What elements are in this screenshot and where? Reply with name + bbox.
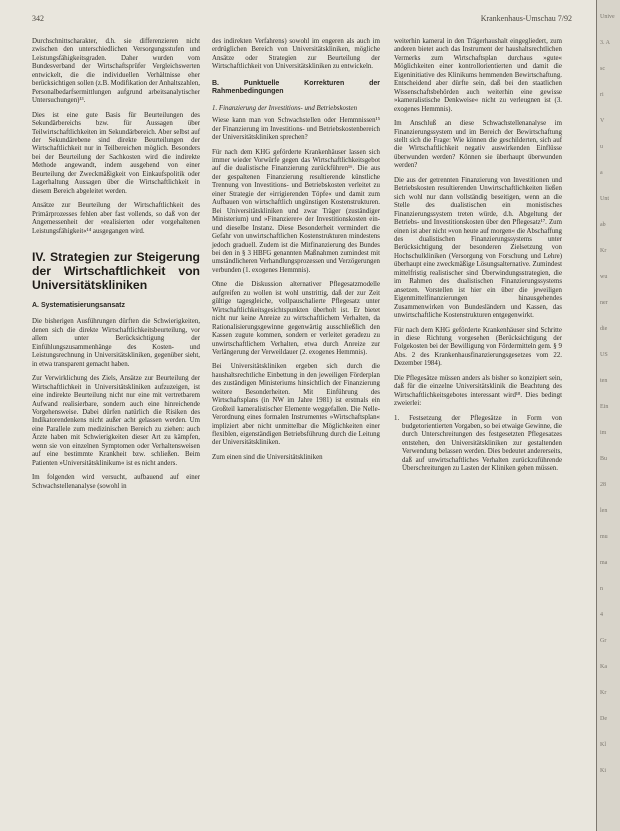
edge-fragment: u: [600, 144, 603, 150]
edge-fragment: ri: [600, 92, 604, 98]
edge-fragment: ten: [600, 378, 608, 384]
paragraph: Für nach dem KHG geförderte Krankenhäuser sind Schritte in diese Richtung vorgesehen (Berücksichtigung der Folgekosten bei der Bewilligung von Fördermitteln gem. § 9 Abs. 2 des Krankenhausfinanzierungsgesetzes vom 22. Dezember 1984).: [394, 326, 562, 368]
section-heading: IV. Strategien zur Steigerung der Wirtschaftlichkeit von Universitätskliniken: [32, 249, 200, 292]
edge-fragment: Ka: [600, 664, 607, 670]
paragraph: des indirekten Verfahrens) sowohl im engeren als auch im erdrüglichen Bereich von Universitätskliniken, mögliche Ansätze oder Strategien zur Beurteilung der Wirtschaftlichkeit von Universitätskliniken zu entwickeln.: [212, 38, 380, 71]
subsection-heading: B. Punktuelle Korrekturen der Rahmenbedingungen: [212, 79, 380, 96]
edge-fragment: mu: [600, 534, 608, 540]
paragraph: Die bisherigen Ausführungen dürften die Schwierigkeiten, denen sich die direkte Wirtschaftlichkeitsbeurteilung, vor allem unter Berücksichtigung der Einfühlungszusammenhänge des Kosten- und Leistungsrechnung in Universitätskliniken, gegenüber sieht, in etwa transparent gemacht haben.: [32, 318, 200, 368]
edge-fragment: Gr: [600, 638, 607, 644]
edge-fragment: Unive: [600, 14, 615, 20]
edge-fragment: Kr: [600, 248, 607, 254]
paragraph: Durchschnittscharakter, d.h. sie differenzieren nicht zwischen den unterschiedlichen Versorgungsstufen und Leistungsfähigkeitsgraden. Daher wurden vom Bundesverband der Wirtschaftsprüfer Vergleichswerten entwickelt, die die individuellen Verhältnisse eher berücksichtigen sollen (z.B. Modifikation der Anhaltszahlen, Personalbedarfsermittlungen aufgrund arbeitsanalytischer Untersuchungen)¹³.: [32, 38, 201, 105]
paragraph: Im folgenden wird versucht, aufbauend auf einer Schwachstellenanalyse (sowohl in: [32, 474, 200, 490]
edge-fragment: ma: [600, 560, 608, 566]
edge-fragment: wu: [600, 274, 608, 280]
paragraph: Bei Universitätskliniken ergeben sich durch die haushaltsrechtliche Einbettung in den jeweiligen Förderplan des zuständigen Ministeriums hinsichtlich der Finanzierung weitere Besonderheiten. Mit Einführung des Wirtschaftsplans (in NW im Jahre 1981) ist erstmals ein Großteil kameralistischer Elemente weggefallen. Die Nelle-Verordnung eines formalen Instrumentes »Wirtschaftsplan« impliziert aber nicht unmittelbar die Möglichkeiten einer flexiblen, eigenständigen Betriebsführung durch die Leitung der Universitätskliniken.: [212, 363, 380, 447]
edge-fragment: Bu: [600, 456, 608, 462]
edge-fragment: im: [600, 430, 607, 436]
edge-fragment: 3. A: [600, 40, 611, 46]
paragraph: Wiese kann man von Schwachstellen oder Hemmnissen¹⁵ der Finanzierung im Investitions- und Betriebskostenbereich der Universitätskliniken sprechen?: [212, 117, 380, 142]
italic-heading: 1. Finanzierung der Investitions- und Betriebskosten: [212, 104, 358, 112]
edge-fragment: Ki: [600, 768, 606, 774]
paragraph: Zur Verwirklichung des Ziels, Ansätze zur Beurteilung der Wirtschaftlichkeit in Universitätskliniken aufzuzeigen, ist eine indirekte Beurteilung nicht nur eine mit vertretbarem Aufwand realisierbare, sondern auch eine hinreichende Vorgehensweise. Dabei dürfen natürlich die Risiken des Indikatorendenkens nicht außer acht gelassen werden. Um eine Parallele zum medizinischen Bereich zu ziehen: auch Ärzte haben mit Schwierigkeiten dieser Art zu kämpfen, wenn sie von einzelnen Symptomen oder Verhaltensweisen auf eine bestimmte Krankheit bzw. schließen. Beim Patienten »Universitätsklinikum« ist es nicht anders.: [32, 375, 200, 467]
edge-fragment: Kl: [600, 742, 606, 748]
paragraph: Dies ist eine gute Basis für Beurteilungen des Sekundärbereichs bzw. für Aussagen über Teilwirtschaftlichkeiten im Sekundärbereich. Aber selbst auf der Sekundärebene sind direkte Beurteilungen der Wirtschaftlichkeit nur in Teilbereichen möglich. Besonders bei der Beurteilung der Sachkosten wird die indirekte Methode angewandt, indem ausgehend von einer Beurteilung der Zweckmäßigkeit von Einkaufspolitik oder Lagerhaltung Aussagen über die Wirtschaftlichkeit in diesem Bereich abgeleitet werden.: [32, 111, 200, 195]
paragraph: Ohne die Diskussion alternativer Pflegesatzmodelle aufgreifen zu wollen ist wohl unstrittig, daß der zur Zeit gültige tagesgleiche, vollpauschalierte Pflegesatz unter Wirtschaftlichkeitsgesichtspunkten überholt ist. Er bietet nicht nur keine Anreize zu wirtschaftlichem Verhalten, da Rationalisierungsgewinne gegenwärtig ausschließlich den Kassen zugute kommen, sondern er verleitet geradezu zu unwirtschaftlichem Verhalten, etwa durch Anreize zur Verlängerung der Verweildauer (2. exogenes Hemmnis).: [212, 281, 380, 356]
next-page-edge: [596, 0, 620, 831]
edge-fragment: die: [600, 326, 608, 332]
edge-fragment: Ein: [600, 404, 609, 410]
paragraph: Die aus der getrennten Finanzierung von Investitionen und Betriebskosten resultierenden Unwirtschaftlichkeiten ließen sich wohl nur dann vollständig beseitigen, wenn an die Stelle des dualistischen ein monistisches Finanzierungssystem treten würde, d.h. Abgeltung der Betriebs- und Investitionskosten über den Pflegesatz¹⁷. Zum einen ist aber nicht »von heute auf morgen« die Abschaffung des dualistischen Finanzierungssystems unter Berücksichtigung der besonderen Zielsetzung von Hochschulkliniken (Versorgung von Forschung und Lehre) überhaupt eine zweckmäßige Lösungsalternative. Zumindest mittelfristig realistischer sind Überwindungsstrategien, die im Rahmen des dualistischen Finanzierungssystems ansetzen. Vorstellen ist hier ein über die jeweiligen Eigenmittelfinanzierungen hinausgehendes Zusammenwirken von Bundesländern und Kassen, das unwirtschaftliche Kostenstrukturen entgegenwirkt.: [394, 176, 562, 320]
subsection-heading: A. Systematisierungsansatz: [32, 301, 125, 309]
journal-title: Krankenhaus-Umschau 7/92: [480, 14, 572, 23]
column-2: [212, 38, 380, 468]
edge-fragment: ab: [600, 222, 606, 228]
edge-fragment: a: [600, 170, 603, 176]
edge-fragment: V: [600, 118, 605, 124]
edge-fragment: US: [600, 352, 608, 358]
column-1: [32, 38, 200, 497]
paragraph: Im Anschluß an diese Schwachstellenanalyse im Finanzierungssystem und im Bereich der Bewirtschaftung stellt sich die Frage: Wie können die geschilderten, sich auf die Wirtschaftlichkeit negativ auswirkenden Einflüsse überwunden werden? Können sie überhaupt überwunden werden?: [394, 120, 562, 170]
list-item: 1. Festsetzung der Pflegesätze in Form von budgetorientierten Vorgaben, so bei etwaige Gewinne, die durch Unterschreitungen des festgesetzten Pflegesatzes entstehen, den Universitätskliniken zur gestaltenden Verwendung belassen werden. Dies bedeutet andererseits, daß auf unwirtschaftliches Verhalten zurückzuführende Überschreitungen zu Lasten der Kliniken gehen müssen.: [394, 414, 562, 473]
edge-fragment: 28: [600, 482, 606, 488]
edge-fragment: len: [600, 508, 608, 514]
edge-fragment: De: [600, 716, 607, 722]
edge-fragment: sc: [600, 66, 605, 72]
paragraph: Für nach dem KHG geförderte Krankenhäuser lassen sich immer wieder Vorwürfe gegen das Wirtschaftlichkeitsgebot auf die dualistische Finanzierung zurückführen¹⁶. Die aus der gespaltenen Finanzierung resultierende künstliche Trennung von Investitions- und Betriebskosten verleitet zu einer Strategie der »irrigierenden Töpfe« und damit zum Aufbauen von wirtschaftlich ungünstigen Kostenstrukturen. Bei Universitätskliniken und zwar Träger (zuständiger Ministerium) und »Finanzierer« der Investitionskosten ein- und dieselbe Instanz. Diese Besonderheit vermindert die Gefahr von unwirtschaftlichen Kostenstrukturen mindestens jedoch graduell. Zudem ist die Mitfinanzierung des Bundes bei den in § 3 HBFG genannten Maßnahmen zumindest mit umständlicheren Verhandlungsprozessen und Verzögerungen verbunden (1. exogenes Hemmnis).: [212, 148, 380, 274]
edge-fragment: 4: [600, 612, 603, 618]
edge-fragment: ner: [600, 300, 608, 306]
paragraph: weiterhin kameral in den Trägerhaushalt eingegliedert, zum anderen bietet auch das Instrument der haushaltsrechtlichen Vermerks zum Wirtschaftsplan durchaus »gute« Möglichkeiten einer kontrollorientierten und damit die Eigeninitiative des Klinikums hemmenden Bewirtschaftung. Entscheidend aber dürfte sein, daß bei den staatlichen Wissenschaftsbehörden auch weiterhin eine gewisse »kameralistische Denkweise« nicht zu verleugnen ist (3. exogenes Hemmnis).: [394, 38, 562, 113]
numbered-list: [394, 415, 562, 474]
column-3: [394, 38, 562, 480]
paragraph: Zum einen sind die Universitätskliniken: [212, 453, 323, 461]
edge-fragment: Kr: [600, 690, 607, 696]
edge-fragment: n: [600, 586, 603, 592]
edge-fragment: Unt: [600, 196, 609, 202]
paragraph: Die Pflegesätze müssen anders als bisher so konzipiert sein, daß für die einzelne Universitätsklinik die Beachtung des Wirtschaftlichkeitsgebotes interessant wird¹⁸. Dies bedingt zweierlei:: [394, 374, 562, 408]
paragraph: Ansätze zur Beurteilung der Wirtschaftlichkeit des Primärprozesses fehlen aber fast vollends, so daß von der Angemessenheit der »realisierten oder vorgehaltenen Leistungsfähigkeit«¹⁴ ausgegangen wird.: [32, 202, 200, 235]
page-number: 342: [32, 14, 44, 23]
